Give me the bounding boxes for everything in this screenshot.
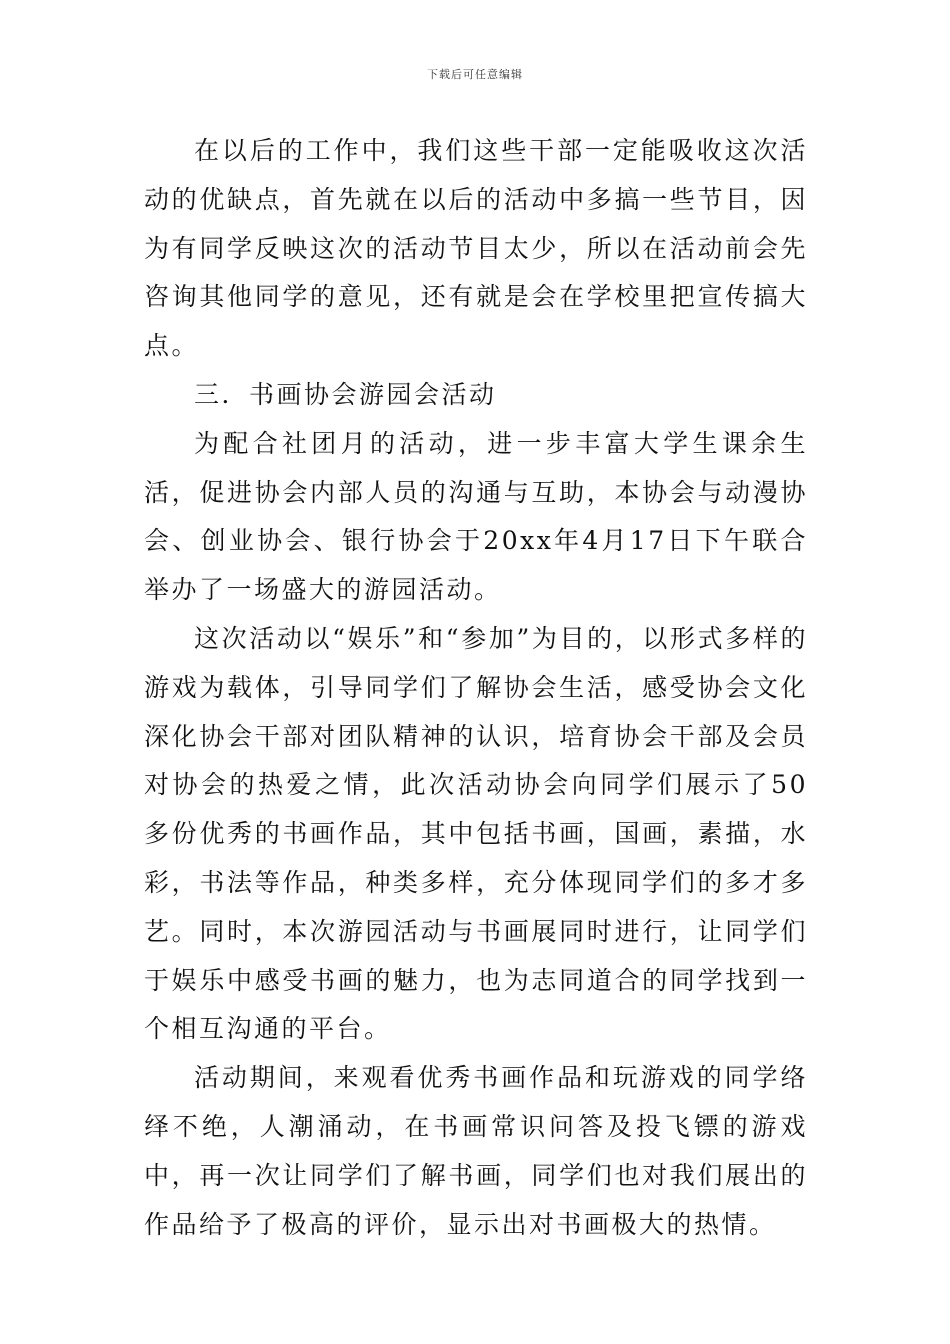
paragraph-event-response: 活动期间，来观看优秀书画作品和玩游戏的同学络绎不绝，人潮涌动，在书画常识问答及投飞镖的游戏中，再一次让同学们了解书画，同学们也对我们展出的作品给予了极高的评价，显示出对书画极大的热情。 [144, 1063, 808, 1239]
paragraph-event-intro: 为配合社团月的活动，进一步丰富大学生课余生活，促进协会内部人员的沟通与互助，本协会与动漫协会、创业协会、银行协会于20xx年4月17日下午联合举办了一场盛大的游园活动。 [144, 428, 808, 605]
paragraph-future-work: 在以后的工作中，我们这些干部一定能吸收这次活动的优缺点，首先就在以后的活动中多搞一些节目，因为有同学反映这次的活动节目太少，所以在活动前会先咨询其他同学的意见，还有就是会在学校里把宣传搞大点。 [144, 136, 808, 361]
page-header: 下载后可任意编辑 [427, 68, 523, 81]
paragraph-event-details: 这次活动以“娱乐”和“参加”为目的，以形式多样的游戏为载体，引导同学们了解协会生活，感受协会文化深化协会干部对团队精神的认识，培育协会干部及会员对协会的热爱之情，此次活动协会向同学们展示了50多份优秀的书画作品，其中包括书画，国画，素描，水彩，书法等作品，种类多样，充分体现同学们的多才多艺。同时，本次游园活动与书画展同时进行，让同学们于娱乐中感受书画的魅力，也为志同道合的同学找到一个相互沟通的平台。 [144, 623, 808, 1044]
document-body [144, 127, 808, 1249]
section-heading: 三．书画协会游园会活动 [194, 379, 497, 409]
